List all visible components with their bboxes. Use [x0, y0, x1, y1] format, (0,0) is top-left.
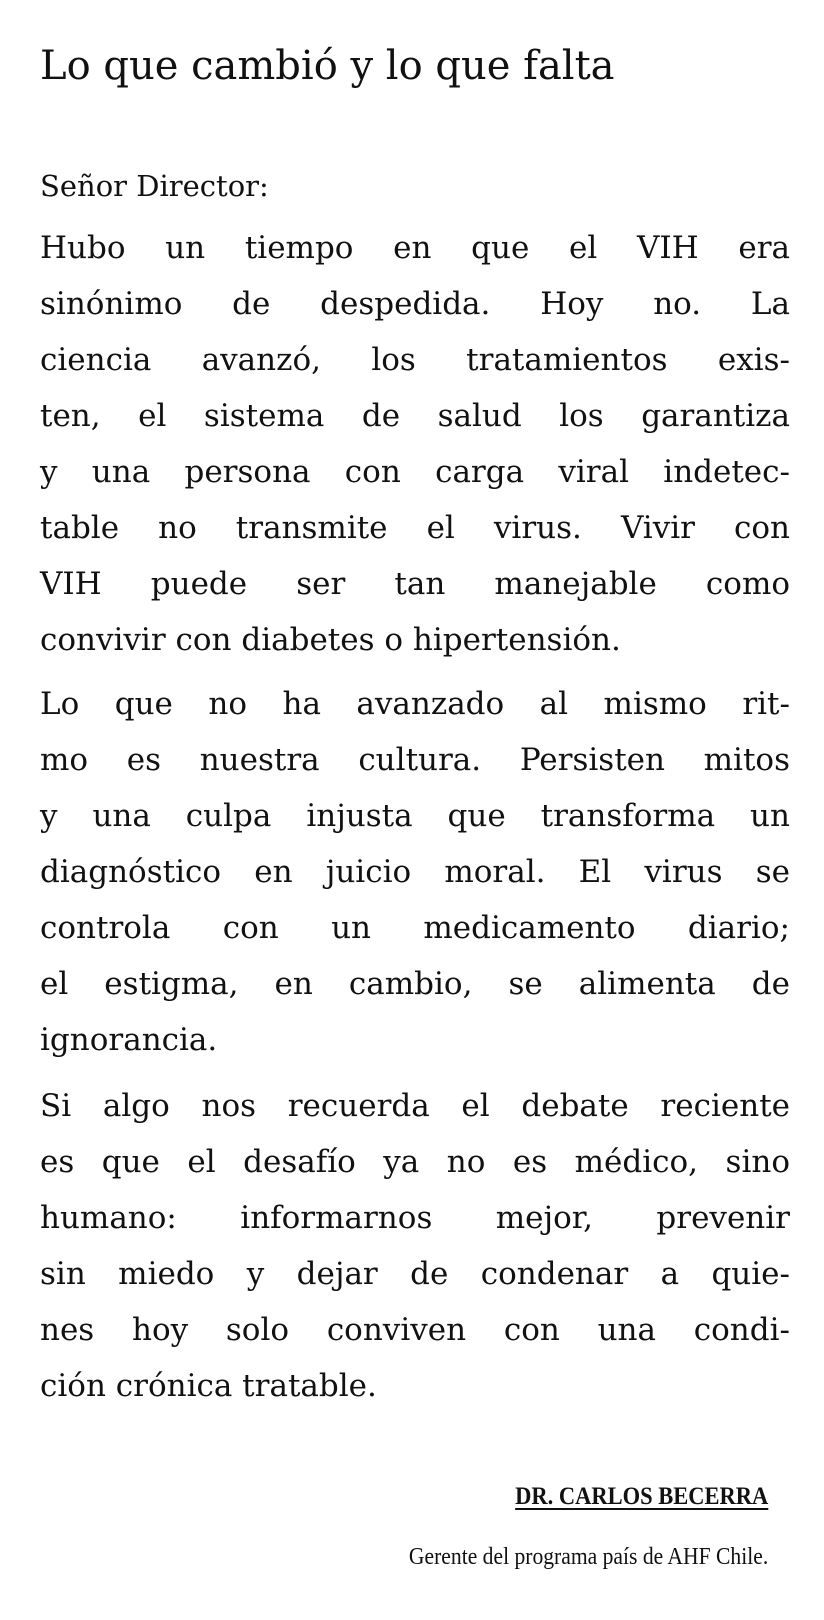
text-line: humano: informarnos mejor, prevenir	[40, 1200, 790, 1236]
text-line: Si algo nos recuerda el debate reciente	[40, 1088, 790, 1124]
text-line: y una persona con carga viral indetec-	[40, 454, 790, 490]
salutation: Señor Director:	[40, 169, 269, 203]
text-line: el estigma, en cambio, se alimenta de	[40, 966, 790, 1002]
text-line: controla con un medicamento diario;	[40, 910, 790, 946]
text-line: ten, el sistema de salud los garantiza	[40, 398, 790, 434]
signature-name: DR. CARLOS BECERRA	[514, 1483, 768, 1510]
text-line: y una culpa injusta que transforma un	[40, 798, 790, 834]
paragraph-1	[40, 220, 790, 668]
text-line: convivir con diabetes o hipertensión.	[40, 622, 621, 658]
text-line: mo es nuestra cultura. Persisten mitos	[40, 742, 790, 778]
text-line: ción crónica tratable.	[40, 1368, 377, 1404]
text-line: table no transmite el virus. Vivir con	[40, 510, 790, 546]
text-line: sinónimo de despedida. Hoy no. La	[40, 286, 790, 322]
text-line: es que el desafío ya no es médico, sino	[40, 1144, 790, 1180]
text-line: VIH puede ser tan manejable como	[40, 566, 790, 602]
paragraph-3	[40, 1078, 790, 1414]
text-line: diagnóstico en juicio moral. El virus se	[40, 854, 790, 890]
text-line: sin miedo y dejar de condenar a quie-	[40, 1256, 790, 1292]
text-line: ciencia avanzó, los tratamientos exis-	[40, 342, 790, 378]
paragraph-2	[40, 676, 790, 1068]
text-line: ignorancia.	[40, 1022, 218, 1058]
signature-role: Gerente del programa país de AHF Chile.	[408, 1544, 768, 1570]
text-line: Hubo un tiempo en que el VIH era	[40, 230, 790, 266]
letter-title: Lo que cambió y lo que falta	[40, 43, 615, 89]
text-line: nes hoy solo conviven con una condi-	[40, 1312, 790, 1348]
text-line: Lo que no ha avanzado al mismo rit-	[40, 686, 790, 722]
